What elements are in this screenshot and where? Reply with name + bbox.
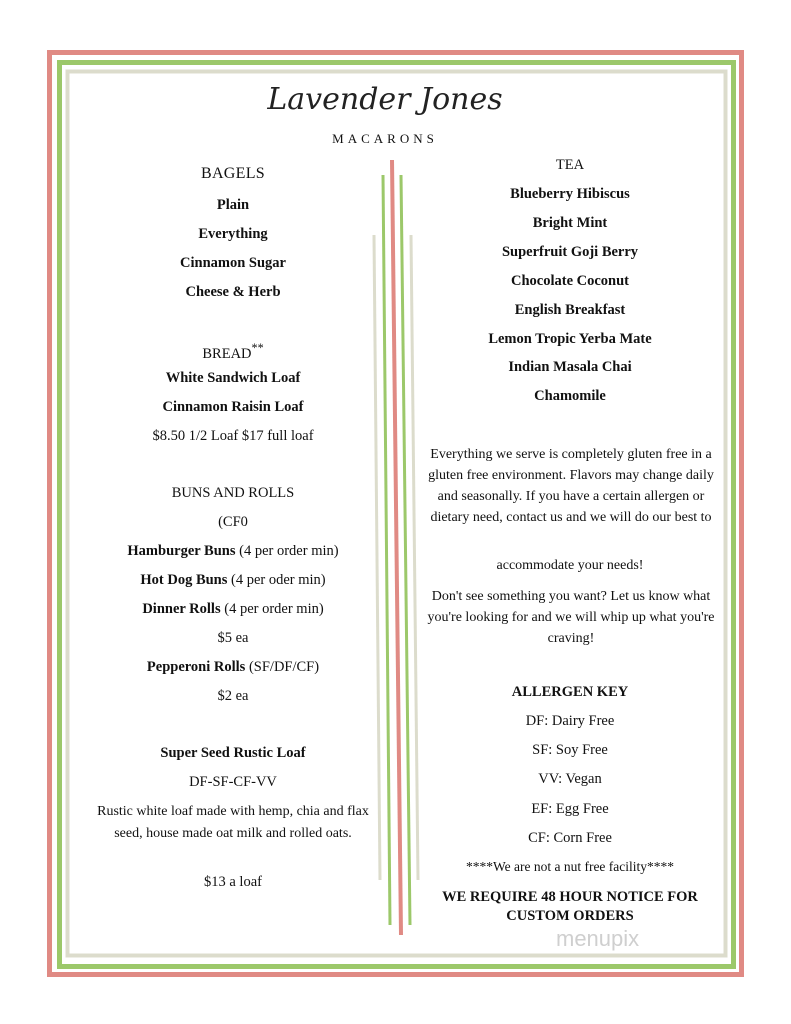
bagel-item: Cinnamon Sugar xyxy=(180,255,286,271)
notice: WE REQUIRE 48 HOUR NOTICE FOR CUSTOM ORDERS xyxy=(442,889,698,924)
bun-detail: (4 per order min) xyxy=(235,543,339,559)
bread-item: Cinnamon Raisin Loaf xyxy=(162,399,304,415)
allergen-item: VV: Vegan xyxy=(538,771,602,787)
superseed-description: Rustic white loaf made with hemp, chia and flax seed, house made oat milk and rolled oats. xyxy=(97,804,369,841)
bun-name: Hamburger Buns xyxy=(127,543,236,559)
allergen-item: CF: Corn Free xyxy=(528,830,612,846)
brand-logo: Lavender Jones xyxy=(267,82,503,117)
tea-item: Blueberry Hibiscus xyxy=(510,186,630,202)
pepperoni-item xyxy=(83,659,383,676)
watermark: menupix xyxy=(556,926,640,951)
allergen-heading: ALLERGEN KEY xyxy=(511,684,629,700)
buns-note: (CF0 xyxy=(218,514,248,530)
bun-name: Dinner Rolls xyxy=(142,601,221,617)
tea-heading: TEA xyxy=(555,157,585,173)
allergen-item: SF: Soy Free xyxy=(532,742,608,758)
bun-detail: (4 per oder min) xyxy=(227,572,326,588)
pepperoni-name: Pepperoni Rolls xyxy=(146,659,246,675)
bun-name: Hot Dog Buns xyxy=(140,572,228,588)
tea-item: Chocolate Coconut xyxy=(510,273,629,289)
bagel-item: Everything xyxy=(198,226,268,242)
superseed-price: $13 a loaf xyxy=(204,874,262,890)
bun-detail: (4 per order min) xyxy=(220,601,324,617)
allergen-item: DF: Dairy Free xyxy=(525,713,615,729)
info-accommodate: accommodate your needs! xyxy=(496,558,644,573)
nut-warning: ****We are not a nut free facility**** xyxy=(465,859,675,874)
pepperoni-price: $2 ea xyxy=(217,688,249,704)
bagel-item: Plain xyxy=(216,197,250,213)
superseed-name: Super Seed Rustic Loaf xyxy=(160,745,306,761)
pepperoni-detail: (SF/DF/CF) xyxy=(245,659,320,675)
bun-item xyxy=(83,543,383,560)
bagel-item: Cheese & Herb xyxy=(185,284,281,300)
allergen-item: EF: Egg Free xyxy=(531,801,609,817)
tea-item: English Breakfast xyxy=(514,302,626,318)
tea-item: Superfruit Goji Berry xyxy=(501,244,639,260)
brand-subtitle: MACARONS xyxy=(332,131,438,146)
bun-item xyxy=(83,601,383,618)
buns-heading: BUNS AND ROLLS xyxy=(171,485,295,501)
bread-item: White Sandwich Loaf xyxy=(165,370,301,386)
tea-item: Lemon Tropic Yerba Mate xyxy=(488,331,652,347)
info-request: Don't see something you want? Let us know what you're looking for and we will whip up what you're craving! xyxy=(427,589,715,646)
bagels-heading: BAGELS xyxy=(200,165,266,182)
tea-item: Indian Masala Chai xyxy=(508,359,632,375)
bun-item xyxy=(83,572,383,589)
tea-item: Bright Mint xyxy=(532,215,608,231)
superseed-tags: DF-SF-CF-VV xyxy=(189,774,277,790)
bread-mark: ** xyxy=(251,341,264,355)
bread-heading xyxy=(83,341,383,363)
info-paragraph: Everything we serve is completely gluten free in a gluten free environment. Flavors may change daily and seasonally. If you have a certain allergen or dietary need, contact us and we will do our best to xyxy=(428,447,714,525)
buns-price: $5 ea xyxy=(217,630,249,646)
bread-title: BREAD xyxy=(202,345,252,362)
tea-item: Chamomile xyxy=(534,388,606,404)
bread-price: $8.50 1/2 Loaf $17 full loaf xyxy=(152,428,314,444)
